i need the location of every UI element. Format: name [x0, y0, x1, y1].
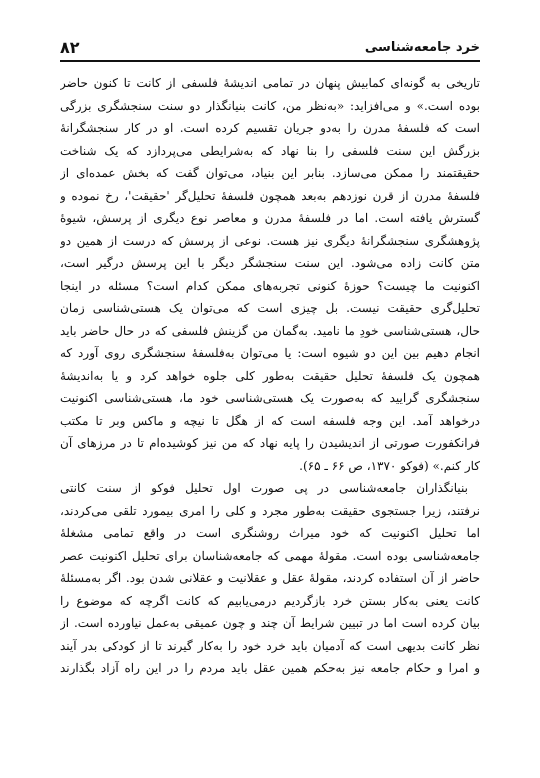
text-line: تاریخی به گونه‌ای کمابیش پنهان در تمامی اندیشهٔ فلسفی از کانت تا کنون حاضر — [60, 76, 480, 90]
text-line: درخواهد آمد. این وجه فلسفه است که از هگل تا نیچه و ماکس وبر تا مکتب — [60, 413, 480, 428]
text-line: انجام دهیم بین این دو شیوه است: یا می‌توان به‌فلسفهٔ سنجشگری روی آورد که — [60, 346, 480, 360]
text-line: حال، هستی‌شناسی خودِ ما نامید. به‌گمان من گزینش فلسفی که در حال حاضر باید — [60, 323, 480, 338]
text-line: فرانکفورت صورتی از اندیشیدن را پایه نهاد که من نیز کوشیده‌ام تا در مرزهای آن — [60, 436, 480, 450]
text-line: نرفتند، زیرا جستجوی حقیقت به‌طور مجرد و کلی را امری بیمورد تلقی می‌کردند، — [60, 503, 480, 518]
text-line: و امرا و حکام جامعه نیز به‌حکم همین عقل باید مردم را در این راه آزاد بگذارند — [60, 661, 480, 675]
text-line: بیان کرده است اما در تبیین شرایط آن چند و چون عمیقی به‌عمل نیاورده است. از — [60, 616, 480, 630]
text-line: متن کانت زاده می‌شود. این سنت سنجشگر دیگر با این پرسش درگیر است، — [60, 256, 480, 270]
text-line: حاضر از آن استفاده کردند، مقولهٔ عقل و عقلانیت و عقلانی شدن بود. اگر به‌مسئلهٔ — [60, 571, 480, 585]
text-line: فلسفهٔ مدرن از قرن نوزدهم به‌بعد همچون فلسفهٔ تحلیل‌گر 'حقیقت'، رخ نموده و — [60, 188, 480, 203]
page-header — [60, 36, 480, 58]
text-line: گسترش یافته است. اما در فلسفهٔ مدرن و معاصر نوع دیگری از پرسش، شیوهٔ — [60, 211, 480, 225]
text-line: کانت یعنی به‌کار بستن خرد بازگردیم درمی‌یابیم که کانت اگرچه که موضوع را — [60, 593, 480, 608]
body-text — [60, 72, 480, 680]
text-line: حقیقتمند را ممکن می‌سازد. بنابر این بنیاد، می‌توان گفت که بخش عمده‌ای از — [60, 166, 480, 180]
text-line: سنجشگری گرایید که به‌صورت یک هستی‌شناسی خود ما، هستی‌شناسی اکنونیت — [60, 391, 480, 405]
text-line: پژوهشگری سنجشگرانهٔ دیگری نیز هست. نوعی از پرسش که درست از همین دو — [60, 233, 480, 248]
text-line: تحلیل‌گری حقیقت نیست. بل چیزی است که می‌توان یک هستی‌شناسی زمان — [60, 301, 480, 315]
text-line: همچون یک فلسفهٔ تحلیل حقیقت به‌طور کلی جلوه خواهد کرد و یا به‌اندیشهٔ — [60, 368, 480, 383]
text-line: اکنونیت ما چیست؟ حوزهٔ کنونی تجربه‌های ممکن کدام است؟ مسئله در اینجا — [60, 278, 480, 293]
text-line: بزرگش این سنت فلسفی را بنا نهاد که به‌شرایطی می‌پردازد که یک شناخت — [60, 143, 480, 158]
text-line: است که فلسفهٔ مدرن را به‌دو جریان تقسیم کرده است. او در کار سنجشگرانهٔ — [60, 121, 480, 135]
text-line: بوده است.» و می‌افزاید: «به‌نظر من، کانت بنیانگذار دو سنت سنجشگری بزرگی — [60, 98, 480, 113]
header-rule — [60, 60, 480, 62]
text-line: جامعه‌شناسی بوده است. مقولهٔ مهمی که جامعه‌شناسان برای تحلیل اکنونیت عصر — [60, 548, 480, 563]
text-line: بنیانگذاران جامعه‌شناسی در پی صورت اول تحلیل فوکو از سنت کانتی — [60, 481, 468, 495]
page-number: ۸۲ — [60, 37, 80, 57]
text-line: کار کنم.» (فوکو ۱۳۷۰، ص ۶۶ ـ ۶۵). — [299, 458, 480, 473]
running-title: خرد جامعه‌شناسی — [364, 39, 480, 55]
text-line: نظر کانت بدیهی است که آدمیان باید خرد خود را به‌کار گیرند تا از کودکی بدر آیند — [60, 638, 480, 653]
text-line: اما تحلیل اکنونیت که خود میراث روشنگری است در واقع تمامی مشغلهٔ — [60, 526, 480, 540]
